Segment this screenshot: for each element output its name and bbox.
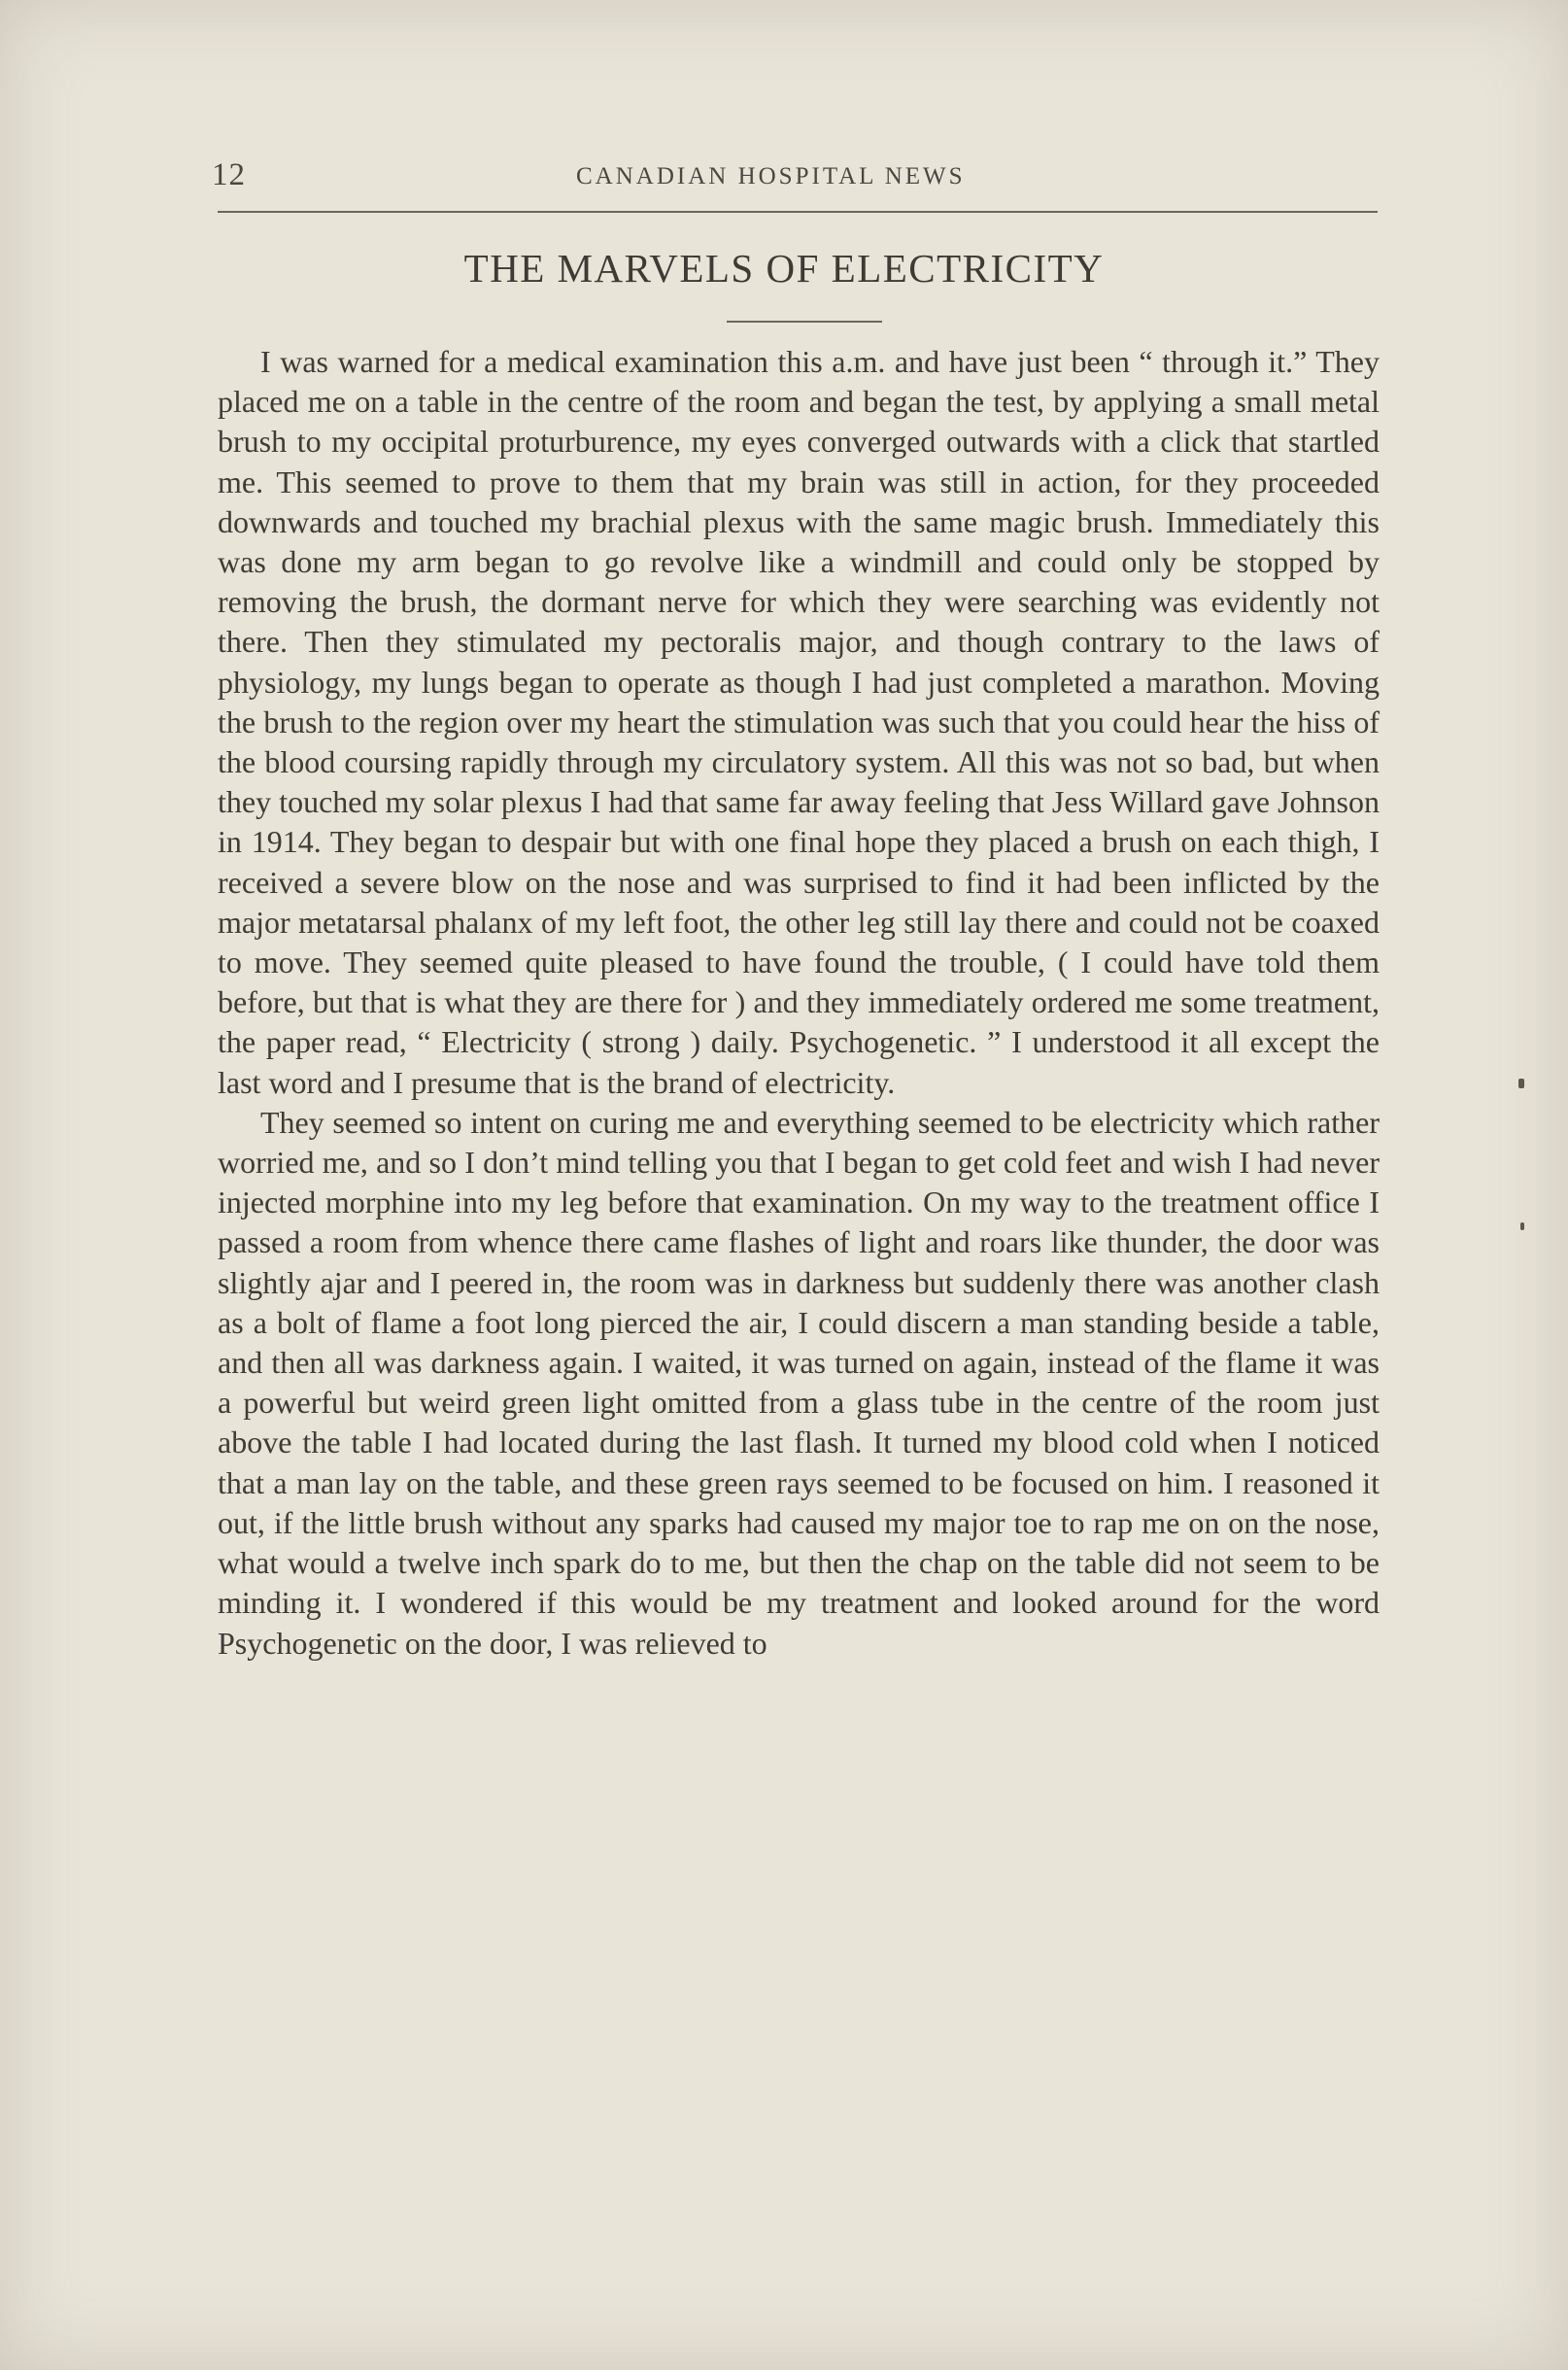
margin-mark [1520,1222,1524,1230]
page-number: 12 [212,157,246,192]
running-head: CANADIAN HOSPITAL NEWS [576,163,966,189]
article-body [218,342,1380,1664]
paragraph: They seemed so intent on curing me and everything seemed to be electricity which rather worried me, and so I don’t mind telling you that I began to get cold feet and wish I had never injected morphine into my leg before that examination. On my way to the treatment office I passed a room from whence there came flashes of light and roars like thunder, the door was slightly ajar and I peered in, the room was in darkness but suddenly there was another clash as a bolt of flame a foot long pierced the air, I could discern a man standing beside a table, and then all was darkness again. I waited, it was turned on again, instead of the flame it was a powerful but weird green light omitted from a glass tube in the centre of the room just above the table I had located during the last flash. It turned my blood cold when I noticed that a man lay on the table, and these green rays seemed to be focused on him. I reasoned it out, if the little brush without any sparks had caused my major toe to rap me on on the nose, what would a twelve inch spark do to me, but then the chap on the table did not seem to be minding it. I wondered if this would be my treatment and looked around for the word Psychogenetic on the door, I was relieved to [218,1104,1380,1661]
paragraph: I was warned for a medical examination this a.m. and have just been “ through it.” They placed me on a table in the centre of the room and began the test, by applying a small metal brush to my occipital proturburence, my eyes converged outwards with a click that startled me. This seemed to prove to them that my brain was still in action, for they proceeded downwards and touched my brachial plexus with the same magic brush. Immediately this was done my arm began to go revolve like a windmill and could only be stopped by removing the brush, the dormant nerve for which they were searching was evidently not there. Then they stimulated my pectoralis major, and though contrary to the laws of physiology, my lungs began to operate as though I had just completed a marathon. Moving the brush to the region over my heart the stimulation was such that you could hear the hiss of the blood coursing rapidly through my circulatory system. All this was not so bad, but when they touched my solar plexus I had that same far away feeling that Jess Willard gave Johnson in 1914. They began to despair but with one final hope they placed a brush on each thigh, I received a severe blow on the nose and was surprised to find it had been inflicted by the major metatarsal phalanx of my left foot, the other leg still lay there and could not be coaxed to move. They seemed quite pleased to have found the trouble, ( I could have told them before, but that is what they are there for ) and they immediately ordered me some treatment, the paper read, “ Electricity ( strong ) daily. Psychogenetic. ” I understood it all except the last word and I presume that is the brand of electricity. [218,344,1380,1100]
header-divider [218,211,1378,213]
margin-mark [1518,1079,1524,1088]
title-divider [727,321,882,323]
article-title: THE MARVELS OF ELECTRICITY [463,246,1105,291]
page-header [212,157,1378,206]
